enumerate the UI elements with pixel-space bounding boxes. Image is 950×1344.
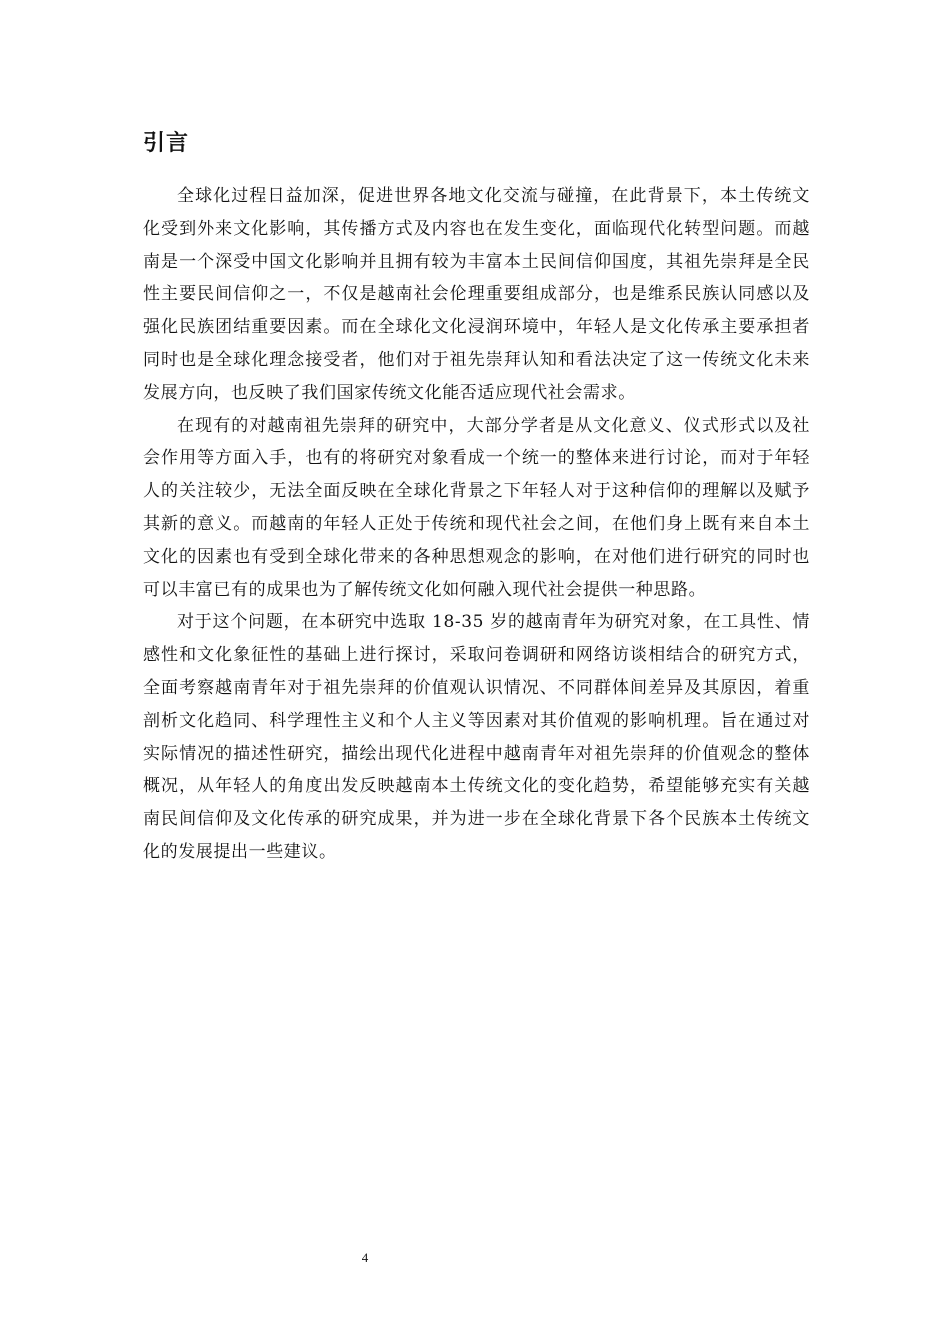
paragraph-2: 在现有的对越南祖先崇拜的研究中，大部分学者是从文化意义、仪式形式以及社会作用等方面入手，也有的将研究对象看成一个统一的整体来进行讨论，而对于年轻人的关注较少，无法全面反映在全球化背景之下年轻人对于这种信仰的理解以及赋予其新的意义。而越南的年轻人正处于传统和现代社会之间，在他们身上既有来自本土文化的因素也有受到全球化带来的各种思想观念的影响，在对他们进行研究的同时也可以丰富已有的成果也为了解传统文化如何融入现代社会提供一种思路。 <box>143 415 810 600</box>
body-text <box>143 180 810 869</box>
section-heading: 引言 <box>143 131 190 156</box>
page-number: 4 <box>361 1250 369 1265</box>
paragraph-1: 全球化过程日益加深，促进世界各地文化交流与碰撞，在此背景下，本土传统文化受到外来文化影响，其传播方式及内容也在发生变化，面临现代化转型问题。而越南是一个深受中国文化影响并且拥有较为丰富本土民间信仰国度，其祖先崇拜是全民性主要民间信仰之一，不仅是越南社会伦理重要组成部分，也是维系民族认同感以及强化民族团结重要因素。而在全球化文化浸润环境中，年轻人是文化传承主要承担者同时也是全球化理念接受者，他们对于祖先崇拜认知和看法决定了这一传统文化未来发展方向，也反映了我们国家传统文化能否适应现代社会需求。 <box>143 186 810 403</box>
paragraph-3: 对于这个问题，在本研究中选取 18-35 岁的越南青年为研究对象，在工具性、情感性和文化象征性的基础上进行探讨，采取问卷调研和网络访谈相结合的研究方式，全面考察越南青年对于祖先崇拜的价值观认识情况、不同群体间差异及其原因，着重剖析文化趋同、科学理性主义和个人主义等因素对其价值观的影响机理。旨在通过对实际情况的描述性研究，描绘出现代化进程中越南青年对祖先崇拜的价值观念的整体概况，从年轻人的角度出发反映越南本土传统文化的变化趋势，希望能够充实有关越南民间信仰及文化传承的研究成果，并为进一步在全球化背景下各个民族本土传统文化的发展提出一些建议。 <box>143 612 810 862</box>
